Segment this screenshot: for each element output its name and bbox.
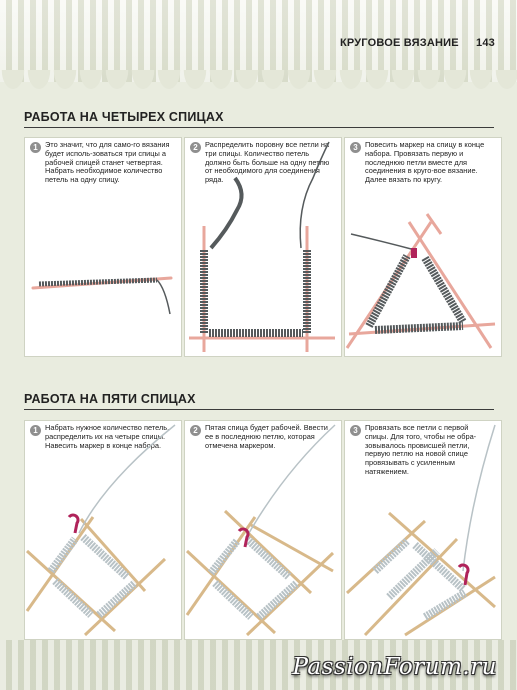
step-number: 2 xyxy=(190,142,201,153)
section-title-four-needles: РАБОТА НА ЧЕТЫРЕХ СПИЦАХ xyxy=(24,110,224,124)
running-head xyxy=(340,37,495,49)
step-card xyxy=(344,420,502,640)
chapter-title: КРУГОВОЕ ВЯЗАНИЕ xyxy=(339,37,459,49)
step-card xyxy=(344,137,502,357)
step-number: 2 xyxy=(190,425,201,436)
step-text: Пятая спица будет рабочей. Ввести ее в последнюю петлю, которая отмечена маркером. xyxy=(205,423,328,450)
stitch-marker xyxy=(69,515,78,533)
three-needles-distribution-illustration xyxy=(185,138,341,356)
stitch-marker xyxy=(411,248,417,258)
step-text: Это значит, что для само-го вязания будет исполь-зоваться три спицы а рабочей спицей станет четвертая. Набрать необходимое количество петель на одну спицу. xyxy=(45,140,170,185)
step-text: Повесить маркер на спицу в конце набора. Провязать первую и последнюю петли вместе для соединения в круго-вое вязание. Далее вязать по кругу. xyxy=(365,140,485,185)
step-text: Распределить поровну все петли на три спицы. Количество петель должно быть больше на одну петлю от необходимого для соединения ряда. xyxy=(205,140,330,185)
step-text: Провязать все петли с первой спицы. Для того, чтобы не обра-зовывалось провисшей петли, первую петлю на новой спице провязывать с усиленным натяжением. xyxy=(365,423,477,476)
step-text: Набрать нужное количество петель, распределить их на четыре спицы. Навесить маркер в конце набора. xyxy=(45,423,170,450)
section-rule xyxy=(24,409,494,410)
four-needles-cast-on-illustration xyxy=(25,421,181,639)
step-number: 1 xyxy=(30,142,41,153)
step-card xyxy=(184,137,342,357)
triangle-join-illustration xyxy=(345,138,501,356)
section-title-five-needles: РАБОТА НА ПЯТИ СПИЦАХ xyxy=(24,392,196,406)
step-card xyxy=(24,137,182,357)
knit-first-needle-illustration xyxy=(345,421,501,639)
step-number: 3 xyxy=(350,142,361,153)
step-number: 3 xyxy=(350,425,361,436)
step-card xyxy=(24,420,182,640)
watermark: PassionForum.ru xyxy=(292,654,497,680)
page-number: 143 xyxy=(476,37,495,49)
step-number: 1 xyxy=(30,425,41,436)
cast-on-single-needle-illustration xyxy=(25,138,181,356)
section-rule xyxy=(24,127,494,128)
step-card xyxy=(184,420,342,640)
fifth-needle-insert-illustration xyxy=(185,421,341,639)
